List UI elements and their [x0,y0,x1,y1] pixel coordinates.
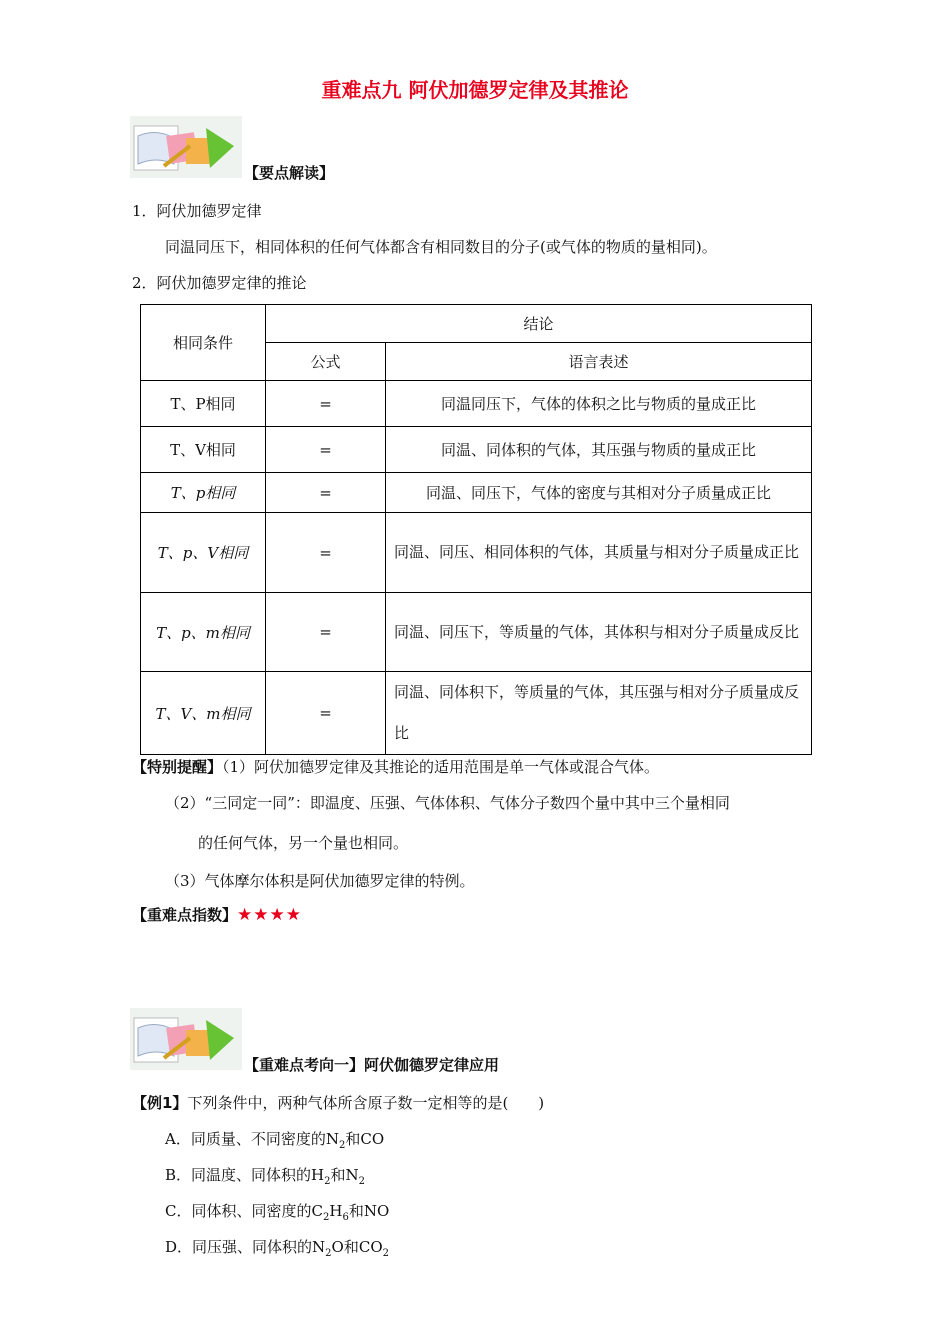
difficulty-label: 【重难点指数】 [132,906,238,924]
option-text: 同体积、同密度的C [191,1202,323,1220]
item1-title: 1．阿伏加德罗定律 [132,202,262,220]
section-heading-direction-one: 【重难点考向一】阿伏伽德罗定律应用 [244,1056,500,1074]
row-formula: = [266,672,386,755]
option-text: 同温度、同体积的H [191,1166,325,1184]
subscript: 2 [358,1176,366,1187]
reminder-label: 【特别提醒】 [132,758,223,776]
notebook-logo-icon [130,116,242,178]
option-text: 和NO [348,1202,390,1220]
reminder-p1: （1）阿伏加德罗定律及其推论的适用范围是单一气体或混合气体。 [222,758,660,776]
option-c[interactable] [165,1200,389,1223]
header-formula: 公式 [266,343,386,381]
row-desc: 同温、同压下，等质量的气体，其体积与相对分子质量成反比 [386,593,812,672]
table-row [141,513,812,593]
item1-text: 同温同压下，相同体积的任何气体都含有相同数目的分子(或气体的物质的量相同)。 [165,238,717,256]
subscript: 2 [325,1248,332,1259]
table-row [141,381,812,427]
example-question [132,1092,544,1113]
table-row [141,473,812,513]
row-desc: 同温、同体积的气体，其压强与物质的量成正比 [386,427,812,473]
row-desc: 同温、同压、相同体积的气体，其质量与相对分子质量成正比 [386,513,812,593]
header-language: 语言表述 [386,343,812,381]
option-a[interactable] [165,1128,384,1151]
option-letter: A． [165,1130,191,1148]
subscript: 2 [324,1176,331,1187]
header-condition: 相同条件 [141,305,266,381]
subscript: 2 [382,1248,389,1259]
header-conclusion: 结论 [266,305,812,343]
option-text: H [329,1202,343,1220]
table-row [141,672,812,755]
row-formula: = [266,593,386,672]
row-condition: T、P相同 [141,381,266,427]
option-letter: B． [165,1166,192,1184]
option-text: 同压强、同体积的N [192,1238,326,1256]
row-condition: T、p、m相同 [141,593,266,672]
option-text: O和CO [331,1238,383,1256]
subscript: 2 [338,1140,346,1151]
row-condition: T、p相同 [141,473,266,513]
table-row [141,427,812,473]
option-text: 和CO [345,1130,385,1148]
notebook-logo-icon [130,1008,242,1070]
item2-title: 2．阿伏加德罗定律的推论 [132,274,307,292]
row-condition: T、V、m相同 [141,672,266,755]
reminder-p2a: （2）“三同定一同”：即温度、压强、气体体积、气体分子数四个量中其中三个量相同 [165,794,730,812]
difficulty-stars-icon: ★★★★ [237,905,302,925]
row-condition: T、p、V相同 [141,513,266,593]
reminder-p2b: 的任何气体，另一个量也相同。 [198,834,409,852]
row-condition: T、V相同 [141,427,266,473]
option-letter: D． [165,1238,193,1256]
option-b[interactable] [165,1164,365,1187]
option-text: 和N [330,1166,359,1184]
subscript: 2 [322,1212,330,1223]
question-text: 下列条件中，两种气体所含原子数一定相等的是( ) [187,1094,545,1112]
option-d[interactable] [165,1236,389,1259]
reminder-p3: （3）气体摩尔体积是阿伏加德罗定律的特例。 [165,872,475,890]
example-label: 【例1】 [132,1094,188,1112]
special-reminder [132,756,659,777]
row-formula: = [266,381,386,427]
row-formula: = [266,427,386,473]
row-desc: 同温、同压下，气体的密度与其相对分子质量成正比 [386,473,812,513]
row-formula: = [266,473,386,513]
row-formula: = [266,513,386,593]
section-heading-key-points: 【要点解读】 [244,164,335,182]
row-desc: 同温、同体积下，等质量的气体，其压强与相对分子质量成反比 [386,672,812,755]
subscript: 6 [342,1212,349,1223]
option-letter: C． [165,1202,192,1220]
corollary-table [140,304,812,755]
table-row [141,593,812,672]
page-title: 重难点九 阿伏加德罗定律及其推论 [321,78,629,102]
row-desc: 同温同压下，气体的体积之比与物质的量成正比 [386,381,812,427]
option-text: 同质量、不同密度的N [190,1130,339,1148]
difficulty-index [132,904,302,925]
